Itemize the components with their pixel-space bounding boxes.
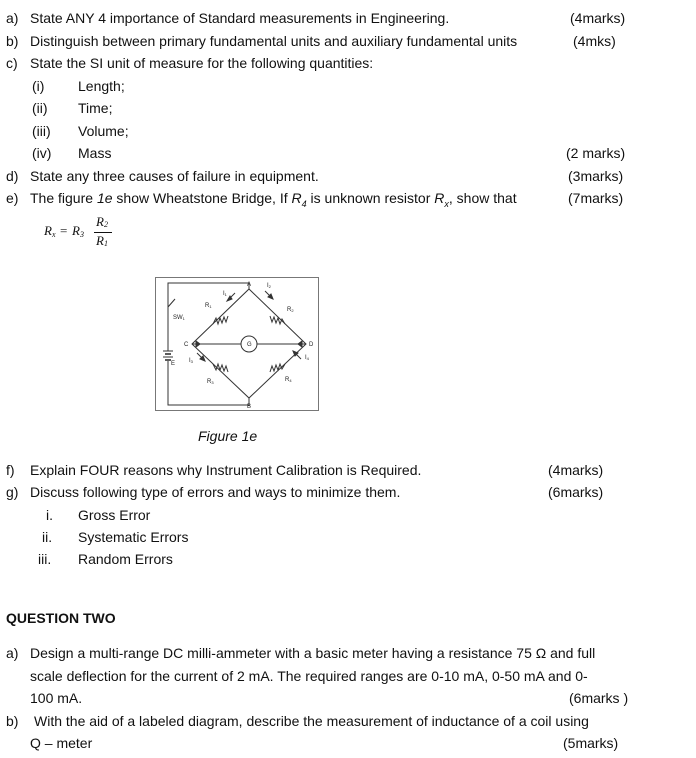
current-label-i4: I4	[305, 355, 309, 361]
formula-rx-sub: x	[52, 230, 56, 239]
question-g-label: g)	[6, 484, 19, 500]
formula-r2: R	[96, 214, 104, 229]
question-a-text: State ANY 4 importance of Standard measurements in Engineering.	[30, 10, 450, 26]
question-d-text: State any three causes of failure in equipment.	[30, 168, 319, 184]
question-g-item-text: Gross Error	[78, 507, 151, 523]
question-g-item-text: Random Errors	[78, 551, 173, 567]
wheatstone-bridge-figure	[155, 277, 319, 411]
question-b-text: Distinguish between primary fundamental units and auxiliary fundamental units	[30, 33, 518, 49]
formula-rx: R	[44, 223, 52, 238]
question-c-item-text: Time;	[78, 100, 113, 116]
node-label-c: C	[184, 342, 189, 348]
q2-a-label: a)	[6, 645, 19, 661]
question-e-marks: (7marks)	[568, 190, 624, 206]
resistor-label-r4: R4	[285, 377, 292, 383]
section-heading: QUESTION TWO	[6, 610, 116, 626]
question-f-text: Explain FOUR reasons why Instrument Calibration is Required.	[30, 462, 422, 478]
question-a-marks: (4marks)	[570, 10, 626, 26]
node-label-b: B	[247, 404, 252, 410]
battery-label: E	[171, 361, 176, 367]
formula-r2-sub: 2	[104, 220, 108, 229]
question-c-item-num: (iv)	[32, 145, 52, 161]
question-a-label: a)	[6, 10, 19, 26]
question-g-item-num: ii.	[42, 529, 53, 545]
question-f-marks: (4marks)	[548, 462, 604, 478]
current-label-i3: I3	[189, 358, 193, 364]
question-g-item-num: i.	[46, 507, 53, 523]
formula-r3: R	[72, 223, 80, 238]
question-c-marks: (2 marks)	[566, 145, 626, 161]
q2-a-line: 100 mA.	[30, 690, 83, 706]
question-g-item-num: iii.	[38, 551, 52, 567]
question-d-marks: (3marks)	[568, 168, 624, 184]
q2-b-marks: (5marks)	[563, 735, 619, 751]
node-label-d: D	[309, 342, 314, 348]
question-g-text: Discuss following type of errors and ways to minimize them.	[30, 484, 401, 500]
current-label-i1: I1	[223, 291, 227, 297]
current-label-i2: I2	[267, 283, 271, 289]
question-e-text: The figure 1e show Wheatstone Bridge, If $R_4$ is unknown resistor $R_x$, show that	[30, 190, 517, 209]
question-g-item-text: Systematic Errors	[78, 529, 189, 545]
formula-r1: R	[96, 233, 104, 248]
formula-r3-sub: 3	[80, 230, 84, 239]
question-b-label: b)	[6, 33, 19, 49]
q2-a-line: scale deflection for the current of 2 mA. The required ranges are 0-10 mA, 0-50 mA and 0-	[30, 668, 588, 684]
formula-r1-sub: 1	[104, 239, 108, 248]
question-c-item-text: Length;	[78, 78, 125, 94]
q2-a-marks: (6marks )	[569, 690, 629, 706]
switch-label: SW1	[173, 315, 185, 321]
question-f-label: f)	[6, 462, 15, 478]
question-e-label: e)	[6, 190, 19, 206]
galvanometer-label: G	[247, 342, 252, 348]
formula-eq: =	[60, 223, 68, 238]
question-c-item-num: (iii)	[32, 123, 51, 139]
q2-b-line: Q – meter	[30, 735, 93, 751]
question-c-text: State the SI unit of measure for the following quantities:	[30, 55, 374, 71]
q2-b-label: b)	[6, 713, 19, 729]
question-c-item-num: (i)	[32, 78, 45, 94]
q2-b-line: With the aid of a labeled diagram, describe the measurement of inductance of a coil using	[34, 713, 589, 729]
resistor-label-r2: R2	[287, 307, 294, 313]
question-g-marks: (6marks)	[548, 484, 604, 500]
node-label-a: A	[247, 282, 252, 288]
question-b-marks: (4mks)	[573, 33, 616, 49]
figure-caption: Figure 1e	[198, 428, 258, 444]
resistor-label-r1: R1	[205, 303, 212, 309]
question-c-item-text: Volume;	[78, 123, 129, 139]
question-c-item-text: Mass	[78, 145, 112, 161]
resistor-label-r3: R3	[207, 379, 214, 385]
formula	[44, 214, 124, 250]
q2-a-line: Design a multi-range DC milli-ammeter with a basic meter having a resistance 75 Ω and full	[30, 645, 596, 661]
question-c-item-num: (ii)	[32, 100, 48, 116]
question-c-label: c)	[6, 55, 18, 71]
question-d-label: d)	[6, 168, 19, 184]
